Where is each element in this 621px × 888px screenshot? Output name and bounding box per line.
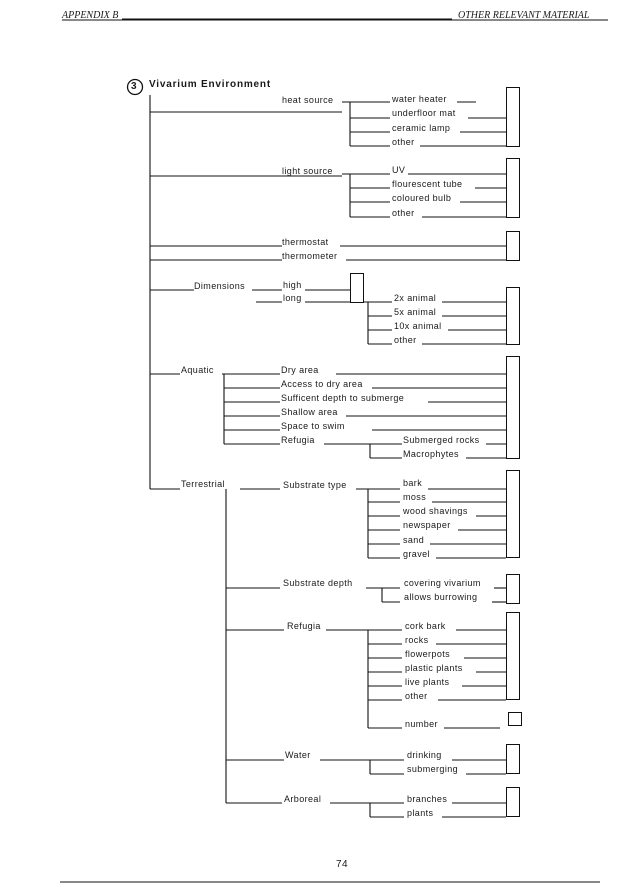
label-arboreal: Arboreal [284, 794, 322, 804]
label-access-dry-area: Access to dry area [281, 379, 363, 389]
label-plastic-plants: plastic plants [405, 663, 463, 673]
label-coloured-bulb: coloured bulb [392, 193, 452, 203]
label-water-heater: water heater [392, 94, 447, 104]
label-heat-source: heat source [282, 95, 334, 105]
section-title: Vivarium Environment [149, 79, 271, 90]
checkbox-column-aquatic[interactable] [506, 356, 520, 459]
label-shallow-area: Shallow area [281, 407, 338, 417]
label-sufficent-depth: Sufficent depth to submerge [281, 393, 405, 403]
header-left: APPENDIX B [62, 10, 119, 21]
label-flowerpots: flowerpots [405, 649, 451, 659]
checkbox-column-dimensions[interactable] [350, 273, 364, 303]
label-space-to-swim: Space to swim [281, 421, 345, 431]
label-underfloor-mat: underfloor mat [392, 108, 456, 118]
label-branches: branches [407, 794, 448, 804]
label-covering-vivarium: covering vivarium [404, 578, 481, 588]
label-submerging: submerging [407, 764, 459, 774]
label-other: other [405, 691, 428, 701]
label-5x-animal: 5x animal [394, 307, 437, 317]
label-rocks: rocks [405, 635, 429, 645]
label-thermometer: thermometer [282, 251, 338, 261]
label-other: other [392, 137, 415, 147]
label-other: other [392, 208, 415, 218]
label-terrestrial: Terrestrial [181, 479, 225, 489]
label-drinking: drinking [407, 750, 442, 760]
label-plants: plants [407, 808, 434, 818]
label-high: high [283, 280, 302, 290]
checkbox-column-depth[interactable] [506, 574, 520, 604]
checkbox-column-heat[interactable] [506, 87, 520, 147]
checkbox-number[interactable] [508, 712, 522, 726]
label-newspaper: newspaper [403, 520, 451, 530]
checkbox-column-substrate[interactable] [506, 470, 520, 558]
checkbox-column-animal-size[interactable] [506, 287, 520, 345]
label-2x-animal: 2x animal [394, 293, 437, 303]
label-live-plants: live plants [405, 677, 450, 687]
label-substrate-depth: Substrate depth [283, 578, 353, 588]
label-gravel: gravel [403, 549, 430, 559]
label-water: Water [285, 750, 311, 760]
label-ceramic-lamp: ceramic lamp [392, 123, 451, 133]
checkbox-column-arboreal[interactable] [506, 787, 520, 817]
label-light-source: light source [282, 166, 333, 176]
label-long: long [283, 293, 302, 303]
checkbox-column-water[interactable] [506, 744, 520, 774]
label-uv: UV [392, 165, 406, 175]
label-thermostat: thermostat [282, 237, 329, 247]
label-macrophytes: Macrophytes [403, 449, 459, 459]
page-number: 74 [336, 859, 348, 870]
label-aquatic: Aquatic [181, 365, 214, 375]
label-other: other [394, 335, 417, 345]
label-number: number [405, 719, 438, 729]
label-10x-animal: 10x animal [394, 321, 442, 331]
label-dry-area: Dry area [281, 365, 319, 375]
label-refugia: Refugia [287, 621, 321, 631]
label-bark: bark [403, 478, 423, 488]
label-sand: sand [403, 535, 425, 545]
checkbox-column-thermo[interactable] [506, 231, 520, 261]
label-substrate-type: Substrate type [283, 480, 347, 490]
label-submerged-rocks: Submerged rocks [403, 435, 480, 445]
label-refugia-aquatic: Refugia [281, 435, 315, 445]
label-moss: moss [403, 492, 427, 502]
section-number: 3 [131, 81, 137, 92]
label-dimensions: Dimensions [194, 281, 246, 291]
checkbox-column-refugia[interactable] [506, 612, 520, 700]
label-wood-shavings: wood shavings [403, 506, 468, 516]
header-right: OTHER RELEVANT MATERIAL [458, 10, 590, 21]
label-flourescent-tube: flourescent tube [392, 179, 463, 189]
label-cork-bark: cork bark [405, 621, 446, 631]
label-allows-burrowing: allows burrowing [404, 592, 478, 602]
checkbox-column-light[interactable] [506, 158, 520, 218]
